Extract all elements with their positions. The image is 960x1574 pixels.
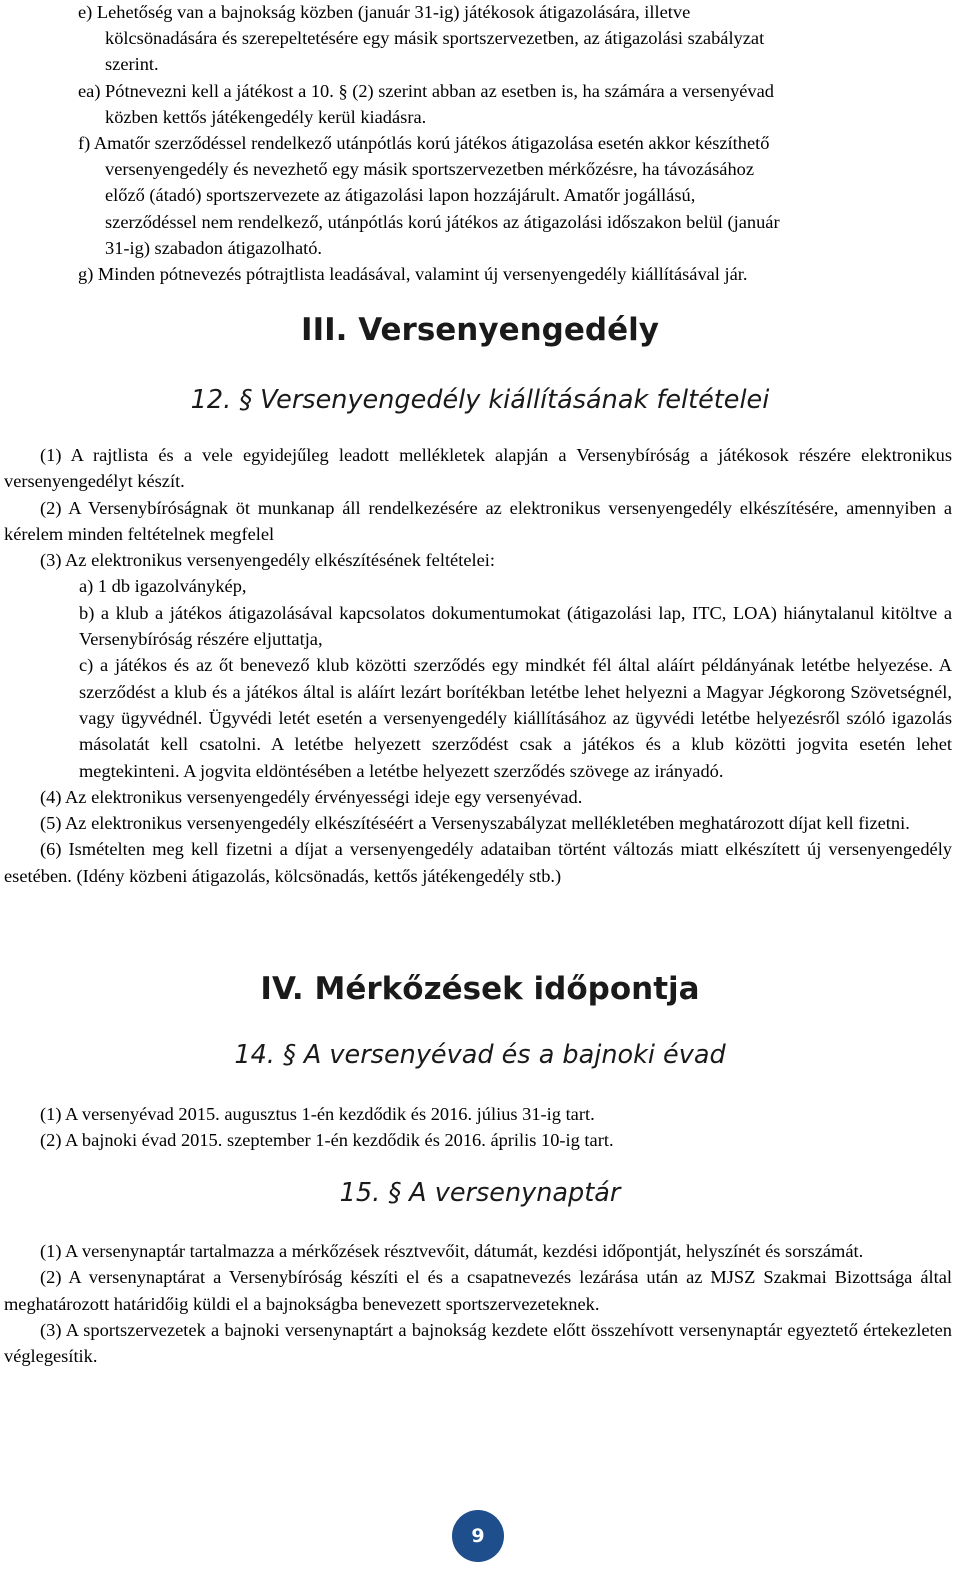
s12-paragraph-4 (4, 784, 952, 810)
s12-c-line-2: letétbe helyezése. A szerződést a klub és a játékos által is aláírt lezárt borítékban letétbe lehet (79, 655, 952, 702)
s12-paragraph-1 (4, 442, 952, 495)
item-f-line-5: 31-ig) szabadon átigazolható. (105, 237, 323, 258)
item-ea-line-1: ea) Pótnevezni kell a játékost a 10. § (2) szerint abban az esetben is, ha számára a versenyévad (78, 80, 774, 101)
s15-p2-line-3: sportszervezeteknek. (445, 1293, 600, 1314)
s15-p3-line-1: (3) A sportszervezetek a bajnoki versenynaptárt a bajnokság kezdete előtt összehívott (40, 1319, 674, 1340)
section-12-body (4, 442, 952, 889)
s12-b-line-1: b) a klub a játékos átigazolásával kapcsolatos dokumentumokat (átigazolási lap, ITC, LOA) (79, 602, 777, 623)
section-12-heading: 12. § Versenyengedély kiállításának feltételei (190, 385, 770, 415)
s12-p3-line-1: (3) Az elektronikus versenyengedély elkészítésének feltételei: (40, 550, 495, 571)
section-14-body (4, 1101, 952, 1154)
item-f (78, 130, 952, 261)
item-ea-line-2: közben kettős játékengedély kerül kiadásra. (105, 106, 427, 127)
s12-b-line-2: hiánytalanul kitöltve a Versenybíróság részére eljuttatja, (79, 602, 952, 650)
s15-paragraph-3 (4, 1317, 952, 1370)
section-15-heading: 15. § A versenynaptár (339, 1178, 621, 1208)
s12-paragraph-5 (4, 810, 952, 836)
item-f-line-3: előző (átadó) sportszervezete az átigazolási lapon hozzájárult. Amatőr jogállású, (105, 185, 696, 206)
s12-p2-line-1: (2) A Versenybíróságnak öt munkanap áll rendelkezésére az elektronikus versenyengedély (40, 497, 732, 518)
s12-p1-line-2: részére elektronikus versenyengedélyt készít. (4, 445, 952, 492)
section-15-body (4, 1238, 952, 1369)
s12-subitem-c (4, 652, 952, 783)
item-g (78, 261, 952, 287)
page-number-badge: 9 (452, 1510, 504, 1562)
s15-p1-line-1: (1) A versenynaptár tartalmazza a mérkőzések résztvevőit, dátumát, kezdési időpontját, helyszínét (40, 1241, 761, 1261)
s12-paragraph-3 (4, 547, 952, 573)
s15-paragraph-2 (4, 1264, 952, 1317)
item-ea (78, 78, 952, 130)
chapter-3-heading: III. Versenyengedély (301, 312, 659, 348)
s12-p4-line-1: (4) Az elektronikus versenyengedély érvényességi ideje egy versenyévad. (40, 786, 583, 807)
s12-p2-line-2: elkészítésére, amennyiben a kérelem minden feltételnek megfelel (4, 497, 953, 544)
s15-paragraph-1 (4, 1238, 952, 1264)
s12-p5-line-1: (5) Az elektronikus versenyengedély elkészítéséért a Versenyszabályzat mellékletében (40, 813, 675, 834)
item-e-line-3: szerint. (105, 54, 159, 75)
s14-paragraph-2: (2) A bajnoki évad 2015. szeptember 1-én kezdődik és 2016. április 10-ig tart. (40, 1130, 614, 1151)
s12-subitem-b (4, 600, 952, 653)
intro-items (78, 0, 952, 287)
chapter-4-heading: IV. Mérkőzések időpontja (260, 971, 700, 1007)
s12-c-line-6: megtekinteni. A jogvita eldöntésében a letétbe helyezett szerződés szövege az irányadó. (79, 760, 724, 781)
s14-paragraph-1: (1) A versenyévad 2015. augusztus 1-én kezdődik és 2016. július 31-ig tart. (40, 1104, 595, 1124)
s12-p1-line-1: (1) A rajtlista és a vele egyidejűleg leadott mellékletek alapján a Versenybíróság a játékosok (40, 445, 789, 465)
item-f-line-1: f) Amatőr szerződéssel rendelkező utánpótlás korú játékos átigazolása esetén akkor készíthető (78, 133, 770, 154)
s15-p2-line-1: (2) A versenynaptárat a Versenybíróság készíti el és a csapatnevezés lezárása után az MJSZ (40, 1267, 756, 1288)
s15-p2-line-2: Szakmai Bizottsága által meghatározott határidőig küldi el a bajnokságba benevezett (4, 1267, 952, 1314)
s12-p6-line-2: új versenyengedély esetében. (Idény közbeni átigazolás, kölcsönadás, kettős játékengedély stb.) (4, 839, 953, 886)
item-e (78, 0, 952, 78)
s12-paragraph-6 (4, 836, 952, 889)
item-g-line-1: g) Minden pótnevezés pótrajtlista leadásával, valamint új versenyengedély kiállításával jár. (78, 264, 748, 285)
s12-p6-line-1: (6) Ismételten meg kell fizetni a díjat a versenyengedély adataiban történt változás miatt elkészített (40, 839, 800, 860)
item-e-line-1: e) Lehetőség van a bajnokság közben (január 31-ig) játékosok átigazolására, illetve (78, 2, 691, 22)
s12-c-line-3: helyezni a Magyar Jégkorong Szövetségnél, vagy ügyvédnél. Ügyvédi letét esetén a (79, 681, 952, 728)
s15-p1-line-2: és sorszámát. (765, 1241, 864, 1261)
item-f-line-4: szerződéssel nem rendelkező, utánpótlás korú játékos az átigazolási időszakon belül (január (105, 211, 780, 232)
s12-paragraph-2 (4, 495, 952, 548)
s15-p3-line-2: versenynaptár egyeztető értekezleten véglegesítik. (4, 1319, 952, 1367)
s12-subitem-a (4, 573, 952, 599)
item-e-line-2: kölcsönadására és szerepeltetésére egy másik sportszervezetben, az átigazolási szabályzat (105, 28, 765, 49)
s12-c-line-4: versenyengedély kiállításához az ügyvédi letétbe helyezésről szóló igazolás másolatát kell (79, 707, 952, 755)
s12-c-line-5: csatolni. A letétbe helyezett szerződést csak a játékos és a klub közötti jogvita esetén lehet (199, 734, 952, 755)
s12-c-line-1: c) a játékos és az őt benevező klub közötti szerződés egy mindkét fél által aláírt példányának (79, 655, 795, 676)
section-14-heading: 14. § A versenyévad és a bajnoki évad (234, 1040, 726, 1070)
item-f-line-2: versenyengedély és nevezhető egy másik sportszervezetben mérkőzésre, ha távozásához (105, 159, 754, 180)
s12-p5-line-2: meghatározott díjat kell fizetni. (679, 813, 910, 834)
s12-a-line-1: a) 1 db igazolványkép, (79, 576, 247, 597)
